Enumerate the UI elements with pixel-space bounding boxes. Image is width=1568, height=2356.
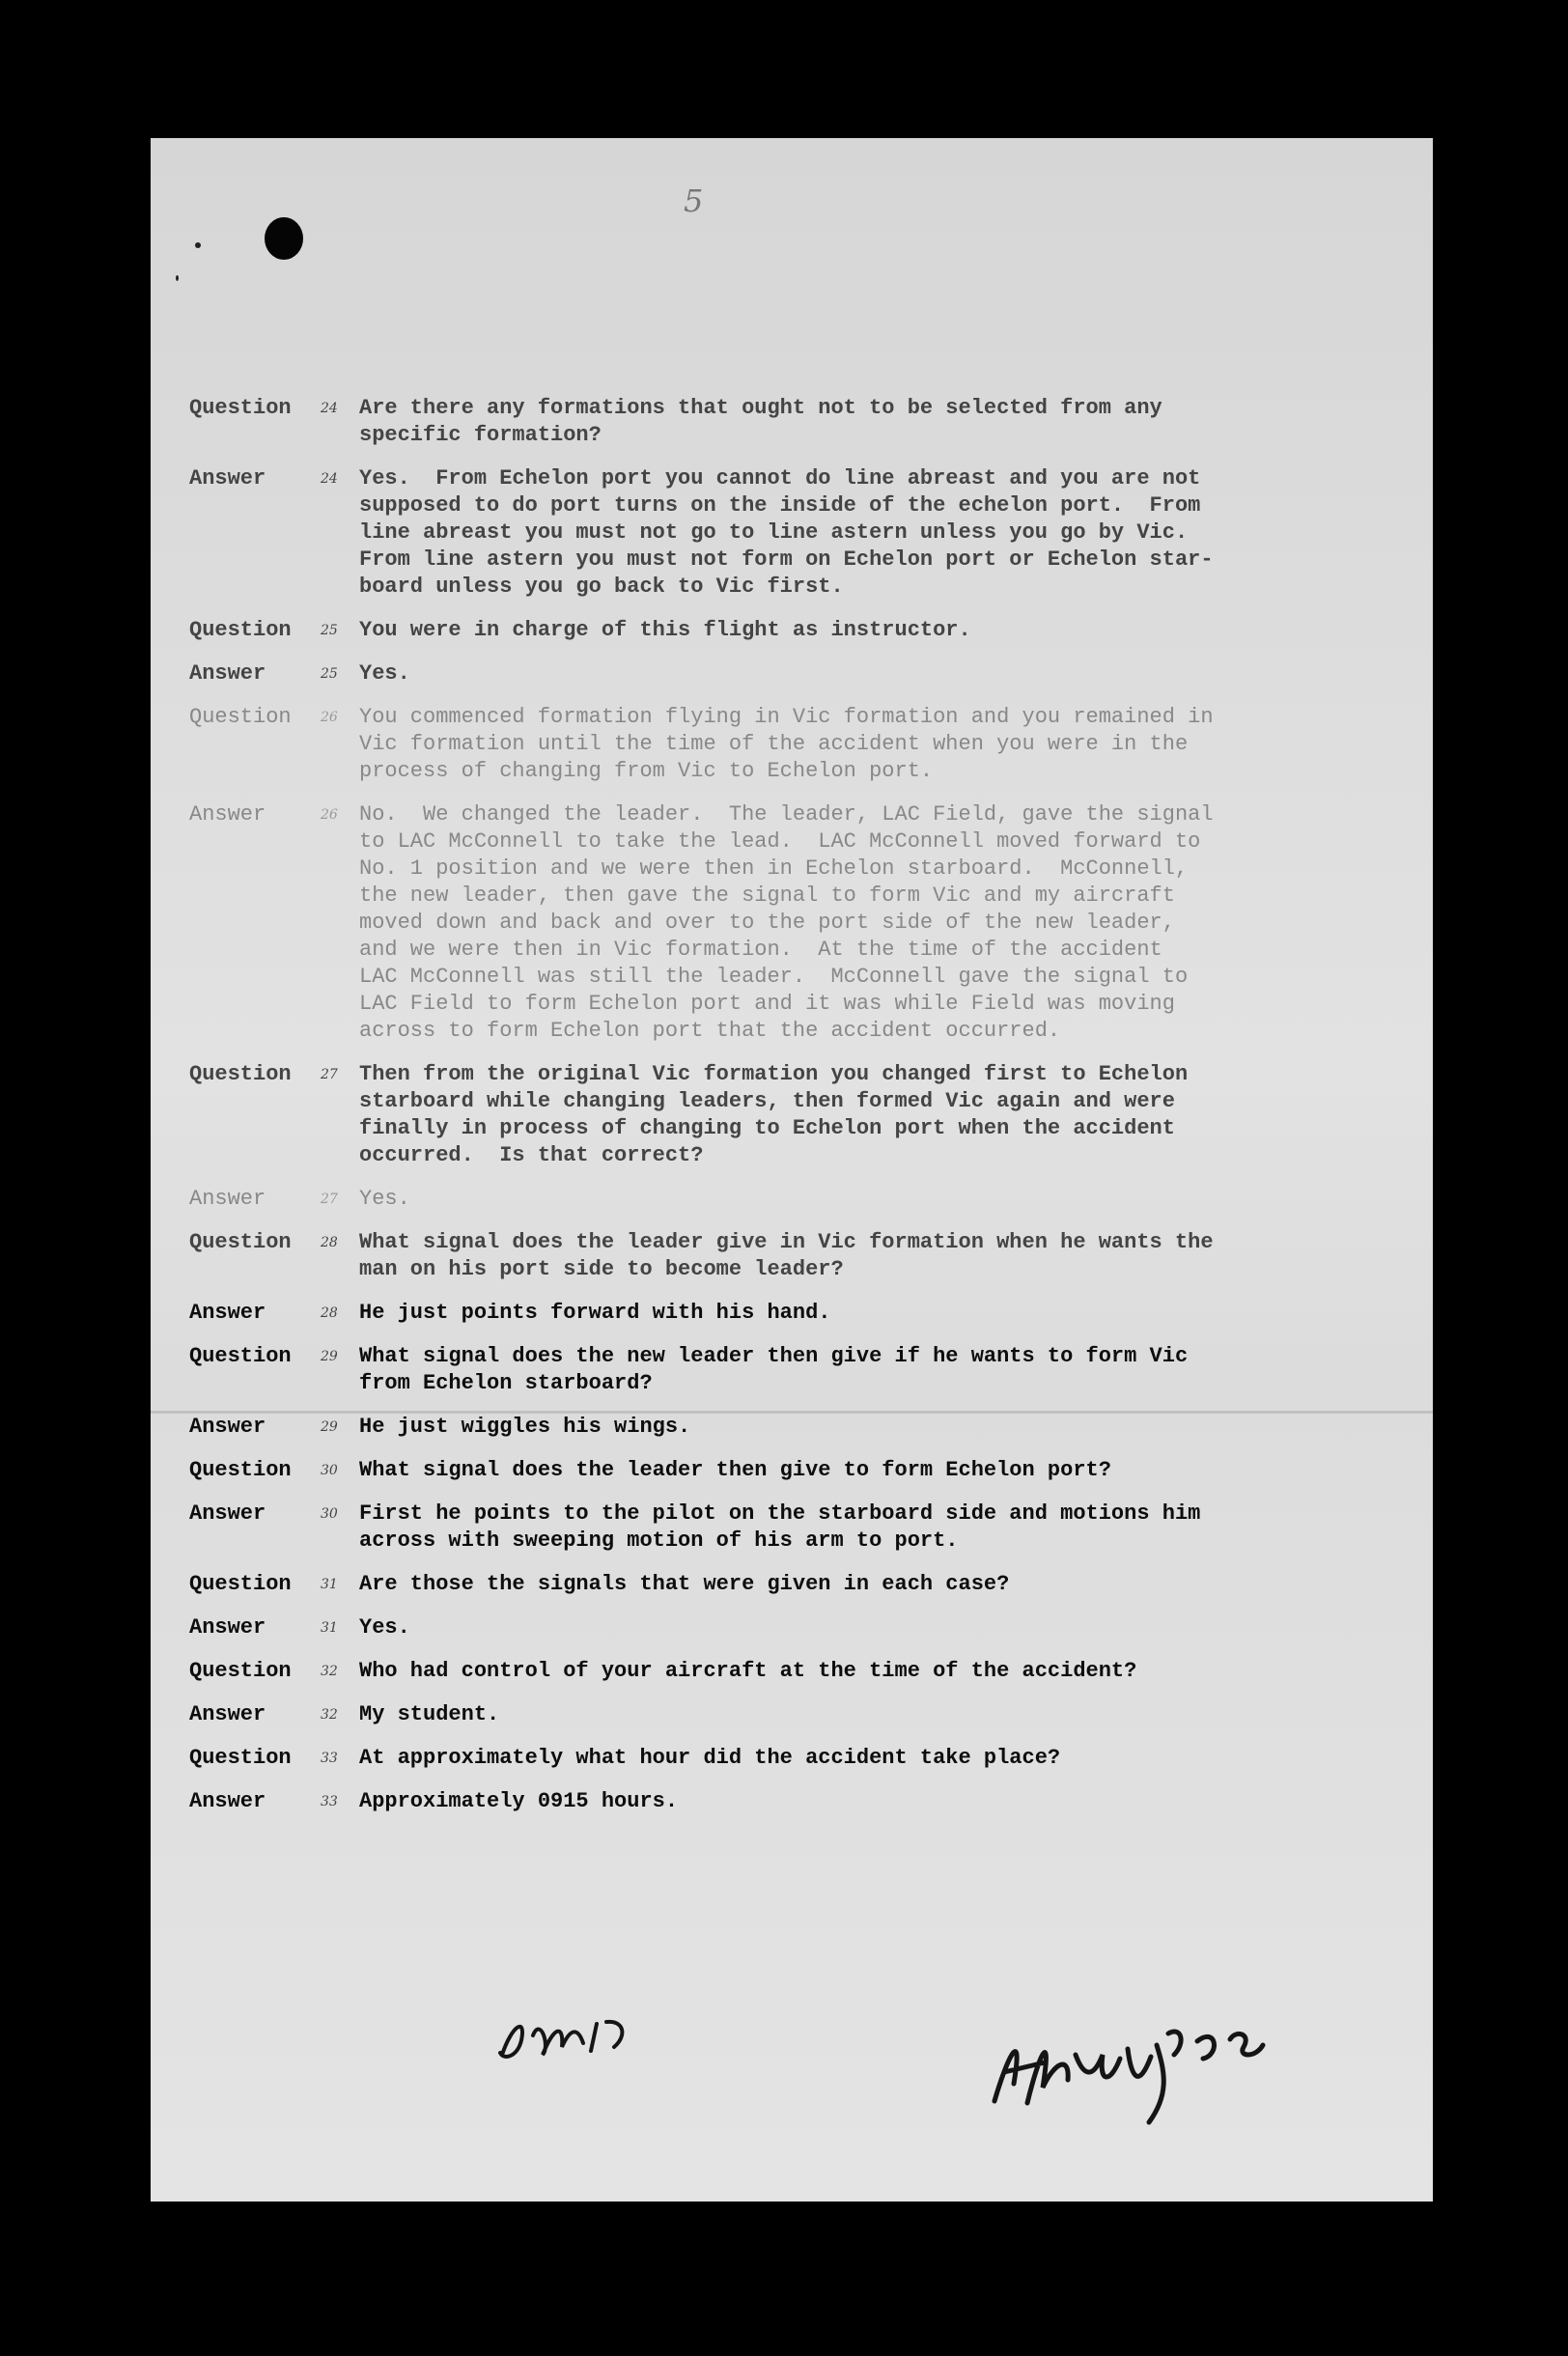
entry-text: Who had control of your aircraft at the time of the accident? bbox=[359, 1659, 1137, 1683]
question-27 bbox=[189, 1061, 1406, 1169]
entry-text: My student. bbox=[359, 1702, 500, 1726]
question-33 bbox=[189, 1745, 1406, 1772]
entry-text: Are those the signals that were given in each case? bbox=[359, 1572, 1010, 1596]
entry-text: Yes. bbox=[359, 661, 410, 686]
entry-text: Yes. bbox=[359, 1615, 410, 1640]
question-24 bbox=[189, 395, 1406, 449]
ink-speck bbox=[195, 242, 201, 248]
answer-30 bbox=[189, 1501, 1406, 1555]
signature-right bbox=[975, 1987, 1294, 2132]
question-25 bbox=[189, 617, 1406, 644]
entry-label: Question bbox=[189, 1746, 292, 1770]
answer-29 bbox=[189, 1414, 1406, 1441]
entry-label: Question bbox=[189, 705, 292, 729]
entry-label: Answer bbox=[189, 1415, 266, 1439]
entry-label: Answer bbox=[189, 1301, 266, 1325]
entry-text: Are there any formations that ought not to be selected from any specific formation? bbox=[359, 396, 1162, 447]
entry-label: Question bbox=[189, 1458, 292, 1482]
entry-number: 26 bbox=[321, 710, 338, 725]
entry-number: 30 bbox=[321, 1463, 338, 1478]
entry-label: Question bbox=[189, 396, 292, 420]
question-30 bbox=[189, 1457, 1406, 1484]
entry-number: 29 bbox=[321, 1349, 338, 1364]
entry-number: 26 bbox=[321, 807, 338, 823]
answer-33 bbox=[189, 1788, 1406, 1815]
entry-text: Approximately 0915 hours. bbox=[359, 1789, 679, 1813]
question-29 bbox=[189, 1343, 1406, 1397]
document-page bbox=[151, 138, 1433, 2202]
entry-number: 25 bbox=[321, 666, 338, 682]
entry-label: Question bbox=[189, 1659, 292, 1683]
entry-text: He just wiggles his wings. bbox=[359, 1415, 691, 1439]
entry-text: You commenced formation flying in Vic formation and you remained in Vic formation until the time of the accident when you were in the process of changing from Vic to Echelon port. bbox=[359, 705, 1214, 783]
entry-number: 28 bbox=[321, 1305, 338, 1321]
transcript bbox=[189, 395, 1406, 1832]
entry-label: Answer bbox=[189, 1615, 266, 1640]
entry-text: Yes. From Echelon port you cannot do line abreast and you are not supposed to do port turns on the inside of the echelon port. From line abreast you must not go to line astern unless you go by Vic. From line astern you must not form on Echelon port or Echelon star- board unless you go back to Vic first. bbox=[359, 466, 1214, 599]
entry-text: What signal does the leader then give to form Echelon port? bbox=[359, 1458, 1111, 1482]
entry-text: Then from the original Vic formation you changed first to Echelon starboard while changing leaders, then formed Vic again and were finally in process of changing to Echelon port when the accident occurred. Is that correct? bbox=[359, 1062, 1189, 1167]
punch-hole bbox=[265, 217, 303, 260]
entry-label: Answer bbox=[189, 466, 266, 491]
answer-25 bbox=[189, 660, 1406, 687]
entry-number: 33 bbox=[321, 1751, 338, 1766]
entry-label: Question bbox=[189, 1572, 292, 1596]
entry-number: 27 bbox=[321, 1192, 338, 1207]
entry-text: Yes. bbox=[359, 1187, 410, 1211]
entry-number: 32 bbox=[321, 1707, 338, 1723]
entry-number: 32 bbox=[321, 1664, 338, 1679]
answer-27 bbox=[189, 1186, 1406, 1213]
entry-label: Answer bbox=[189, 1789, 266, 1813]
entry-text: What signal does the new leader then give if he wants to form Vic from Echelon starboard? bbox=[359, 1344, 1189, 1395]
answer-32 bbox=[189, 1701, 1406, 1728]
entry-text: He just points forward with his hand. bbox=[359, 1301, 831, 1325]
answer-31 bbox=[189, 1614, 1406, 1641]
entry-number: 25 bbox=[321, 623, 338, 638]
signature-left bbox=[483, 1997, 657, 2074]
entry-number: 31 bbox=[321, 1620, 338, 1636]
entry-number: 33 bbox=[321, 1794, 338, 1809]
entry-number: 27 bbox=[321, 1067, 338, 1082]
entry-label: Question bbox=[189, 618, 292, 642]
entry-text: No. We changed the leader. The leader, LAC Field, gave the signal to LAC McConnell to take the lead. LAC McConnell moved forward to No. 1 position and we were then in Echelon starboard. McConnell, the new leader, then gave the signal to form Vic and my aircraft moved down and back and over to the port side of the new leader, and we were then in Vic formation. At the time of the accident LAC McConnell was still the leader. McConnell gave the signal to LAC Field to form Echelon port and it was while Field was moving across to form Echelon port that the accident occurred. bbox=[359, 802, 1214, 1043]
question-32 bbox=[189, 1658, 1406, 1685]
entry-label: Answer bbox=[189, 1187, 266, 1211]
question-31 bbox=[189, 1571, 1406, 1598]
entry-number: 28 bbox=[321, 1235, 338, 1250]
entry-number: 24 bbox=[321, 401, 338, 416]
entry-text: You were in charge of this flight as instructor. bbox=[359, 618, 971, 642]
entry-number: 24 bbox=[321, 471, 338, 487]
answer-26 bbox=[189, 801, 1406, 1045]
entry-number: 30 bbox=[321, 1506, 338, 1522]
answer-28 bbox=[189, 1300, 1406, 1327]
entry-label: Question bbox=[189, 1230, 292, 1254]
question-28 bbox=[189, 1229, 1406, 1283]
entry-label: Question bbox=[189, 1062, 292, 1086]
page-number: 5 bbox=[684, 182, 704, 219]
entry-label: Question bbox=[189, 1344, 292, 1368]
entry-text: At approximately what hour did the accident take place? bbox=[359, 1746, 1061, 1770]
entry-label: Answer bbox=[189, 661, 266, 686]
question-26 bbox=[189, 704, 1406, 785]
entry-text: First he points to the pilot on the starboard side and motions him across with sweeping motion of his arm to port. bbox=[359, 1501, 1201, 1553]
entry-text: What signal does the leader give in Vic formation when he wants the man on his port side to become leader? bbox=[359, 1230, 1214, 1281]
entry-label: Answer bbox=[189, 802, 266, 827]
entry-number: 29 bbox=[321, 1419, 338, 1435]
entry-label: Answer bbox=[189, 1501, 266, 1526]
entry-number: 31 bbox=[321, 1577, 338, 1592]
ink-speck bbox=[176, 275, 179, 281]
answer-24 bbox=[189, 465, 1406, 601]
entry-label: Answer bbox=[189, 1702, 266, 1726]
